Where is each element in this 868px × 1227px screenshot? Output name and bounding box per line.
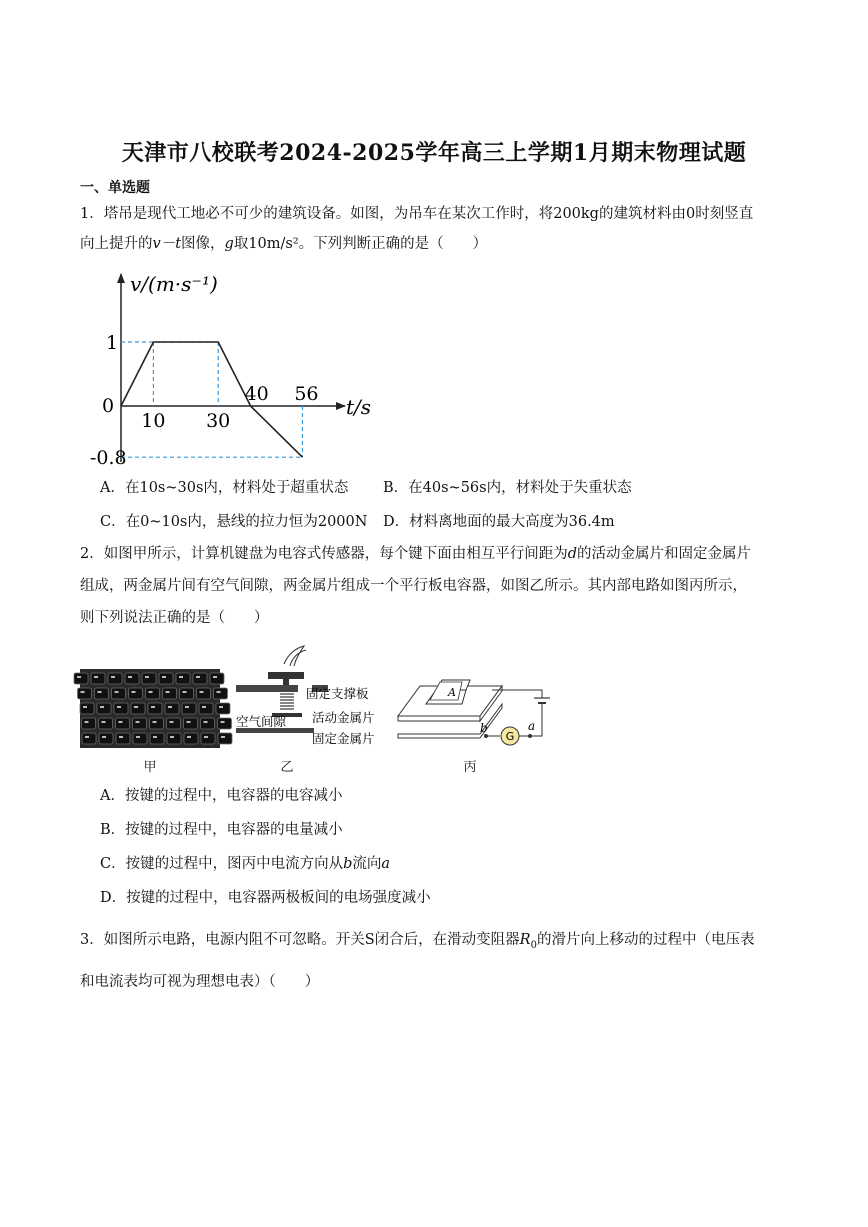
keyboard-key xyxy=(218,718,232,729)
question-2-line-3: 则下列说法正确的是（ ） xyxy=(80,610,269,626)
y-axis-label: v/(m·s⁻¹) xyxy=(130,272,218,296)
keyboard-key xyxy=(116,718,130,729)
q1-option-d[interactable]: D．材料离地面的最大高度为36.4m xyxy=(383,514,615,530)
keyboard-key-glyph xyxy=(170,736,174,738)
keyboard-key-glyph xyxy=(170,721,174,723)
key-label-a: A xyxy=(448,686,456,699)
keyboard-key xyxy=(150,718,164,729)
keyboard-key-glyph xyxy=(217,691,221,693)
node-label-b: b xyxy=(480,721,488,735)
keyboard-key-glyph xyxy=(128,676,132,678)
x-tick-label-10: 10 xyxy=(141,410,166,432)
keyboard-key-glyph xyxy=(149,691,153,693)
x-tick-label-56: 56 xyxy=(294,383,319,405)
keyboard-key-glyph xyxy=(213,676,217,678)
question-1-text xyxy=(80,199,792,259)
keyboard-key-glyph xyxy=(77,676,81,678)
question-2-text xyxy=(80,538,792,634)
q2-option-a[interactable]: A．按键的过程中，电容器的电容减小 xyxy=(100,788,343,804)
label-movable-plate: 活动金属片 xyxy=(312,710,375,725)
q2-option-d[interactable]: D．按键的过程中，电容器两极板间的电场强度减小 xyxy=(100,890,431,906)
question-3-line-1 xyxy=(80,922,792,964)
keyboard-key xyxy=(214,688,228,699)
keyboard-key-glyph xyxy=(162,676,166,678)
keyboard-key xyxy=(74,673,88,684)
section-heading: 一、单选题 xyxy=(80,180,150,196)
keyboard-key xyxy=(201,718,215,729)
keyboard-key xyxy=(150,733,164,744)
keyboard-key-glyph xyxy=(204,721,208,723)
keyboard-key-glyph xyxy=(166,691,170,693)
keyboard-key-glyph xyxy=(115,691,119,693)
q2-text-seg: 2．如图甲所示，计算机键盘为电容式传感器，每个键下面由相互平行间距为 xyxy=(80,546,568,562)
question-3-line-2: 和电流表均可视为理想电表）（ ） xyxy=(80,973,320,990)
q2-c-a-symbol: a xyxy=(381,856,391,872)
keyboard-key-glyph xyxy=(145,676,149,678)
keyboard-key xyxy=(112,688,126,699)
y-tick-label-neg: -0.8 xyxy=(90,447,127,470)
keyboard-key xyxy=(78,688,92,699)
caption-yi: 乙 xyxy=(280,760,294,775)
keyboard-key xyxy=(184,733,198,744)
keyboard-key xyxy=(210,673,224,684)
keyboard-key xyxy=(180,688,194,699)
keyboard-key-glyph xyxy=(117,706,121,708)
keyboard-key-glyph xyxy=(85,736,89,738)
q1-text-seg: 图像， xyxy=(181,236,225,252)
q2-d-symbol: d xyxy=(567,546,578,562)
keyboard-key-glyph xyxy=(100,706,104,708)
keyboard-key-glyph xyxy=(85,721,89,723)
q1-option-c[interactable]: C．在0~10s内，悬线的拉力恒为2000N xyxy=(100,514,368,530)
q2-c-b-symbol: b xyxy=(343,856,353,872)
keyboard-key-glyph xyxy=(111,676,115,678)
keyboard-key xyxy=(131,703,145,714)
keyboard-key xyxy=(116,733,130,744)
key-structure-diagram xyxy=(232,642,392,754)
keyboard-key xyxy=(142,673,156,684)
keyboard-key-glyph xyxy=(102,721,106,723)
keyboard-key xyxy=(218,733,232,744)
keyboard-key xyxy=(216,703,230,714)
keyboard-key xyxy=(167,733,181,744)
keyboard-key-glyph xyxy=(132,691,136,693)
q2-c-seg: C．按键的过程中，图丙中电流方向从 xyxy=(100,856,344,872)
q1-g-symbol: g xyxy=(224,236,234,252)
keyboard-key xyxy=(146,688,160,699)
keyboard-key xyxy=(108,673,122,684)
keyboard-key-glyph xyxy=(119,721,123,723)
keyboard-key-glyph xyxy=(221,721,225,723)
keyboard-key-glyph xyxy=(187,736,191,738)
keyboard-key-glyph xyxy=(151,706,155,708)
keyboard-key xyxy=(125,673,139,684)
q1-option-a[interactable]: A．在10s~30s内，材料处于超重状态 xyxy=(100,480,349,496)
keyboard-key xyxy=(193,673,207,684)
question-1-line-2 xyxy=(80,229,792,259)
keyboard-key-glyph xyxy=(98,691,102,693)
keyboard-key-glyph xyxy=(185,706,189,708)
q3-r-subscript: 0 xyxy=(530,939,537,951)
origin-label: 0 xyxy=(102,395,115,417)
keyboard-key-glyph xyxy=(183,691,187,693)
keyboard-key xyxy=(91,673,105,684)
keyboard-key-glyph xyxy=(179,676,183,678)
label-fixed-support: 固定支撑板 xyxy=(306,686,369,701)
keyboard-key xyxy=(99,718,113,729)
keyboard-key-glyph xyxy=(153,721,157,723)
galvanometer-label: G xyxy=(505,730,515,743)
question-1-line-1: 1．塔吊是现代工地必不可少的建筑设备。如图，为吊车在某次工作时，将200kg的建筑材料由0时刻竖直 xyxy=(80,206,754,222)
keyboard-key xyxy=(97,703,111,714)
caption-jia: 甲 xyxy=(143,760,157,775)
keyboard-key xyxy=(82,733,96,744)
keyboard-key-glyph xyxy=(83,706,87,708)
q3-text-seg: 3．如图所示电路，电源内阻不可忽略。开关S闭合后，在滑动变阻器 xyxy=(80,932,520,948)
question-3-text xyxy=(80,922,792,1000)
question-2-line-2: 组成，两金属片间有空气间隙，两金属片组成一个平行板电容器，如图乙所示。其内部电路如图丙所示， xyxy=(80,578,747,594)
keyboard-key xyxy=(95,688,109,699)
keyboard-key xyxy=(133,733,147,744)
vt-graph xyxy=(90,264,380,470)
velocity-series-line xyxy=(121,342,302,457)
keyboard-key xyxy=(148,703,162,714)
keyboard-key xyxy=(199,703,213,714)
page-title: 天津市八校联考2024-2025学年高三上学期1月期末物理试题 xyxy=(121,140,747,166)
keyboard-key xyxy=(197,688,211,699)
circuit-diagram xyxy=(396,660,556,746)
q1-text-seg: 取10m/s²。下列判断正确的是（ ） xyxy=(233,236,488,252)
x-tick-label-40: 40 xyxy=(244,383,269,405)
keyboard-key-glyph xyxy=(219,706,223,708)
keyboard-key xyxy=(99,733,113,744)
keyboard-key xyxy=(167,718,181,729)
q1-option-b[interactable]: B．在40s~56s内，材料处于失重状态 xyxy=(383,480,632,496)
keyboard-key-glyph xyxy=(81,691,85,693)
keyboard-key xyxy=(82,718,96,729)
keyboard-key-glyph xyxy=(168,706,172,708)
keyboard-key xyxy=(133,718,147,729)
label-air-gap: 空气间隙 xyxy=(236,714,287,729)
keyboard-key xyxy=(114,703,128,714)
keyboard-key-glyph xyxy=(187,721,191,723)
keyboard-key-glyph xyxy=(102,736,106,738)
q3-r-symbol: R xyxy=(519,932,531,948)
q1-text-seg: 向上提升的 xyxy=(80,236,153,252)
y-tick-label-1: 1 xyxy=(106,332,119,354)
q1-vt-symbol: v－t xyxy=(152,236,182,252)
q2-option-b[interactable]: B．按键的过程中，电容器的电量减小 xyxy=(100,822,343,838)
keyboard-key xyxy=(176,673,190,684)
keyboard-key-glyph xyxy=(202,706,206,708)
x-axis-label: t/s xyxy=(346,395,372,419)
keyboard-key-glyph xyxy=(134,706,138,708)
node-label-a: a xyxy=(528,719,536,733)
keyboard-key-glyph xyxy=(153,736,157,738)
keyboard-key-glyph xyxy=(196,676,200,678)
keyboard-key-glyph xyxy=(136,721,140,723)
q2-c-seg: 流向 xyxy=(352,856,382,872)
x-tick-label-30: 30 xyxy=(206,410,231,432)
q3-text-seg: 的滑片向上移动的过程中（电压表 xyxy=(536,932,755,948)
finger-icon xyxy=(284,646,304,666)
keyboard-key-glyph xyxy=(119,736,123,738)
q2-text-seg: 的活动金属片和固定金属片 xyxy=(577,546,752,562)
caption-bing: 丙 xyxy=(463,760,477,775)
keyboard-key xyxy=(182,703,196,714)
keyboard-key xyxy=(80,703,94,714)
keyboard-key-glyph xyxy=(200,691,204,693)
label-fixed-plate: 固定金属片 xyxy=(312,731,375,746)
keyboard-key-glyph xyxy=(204,736,208,738)
keyboard-key xyxy=(184,718,198,729)
keyboard-key xyxy=(159,673,173,684)
keyboard-key xyxy=(129,688,143,699)
keyboard-key xyxy=(163,688,177,699)
keyboard-key-glyph xyxy=(221,736,225,738)
keyboard-key xyxy=(201,733,215,744)
keyboard-key-glyph xyxy=(136,736,140,738)
question-2-line-1 xyxy=(80,538,792,570)
keyboard-key xyxy=(165,703,179,714)
keyboard-photo xyxy=(80,669,220,748)
q2-option-c[interactable] xyxy=(100,852,390,873)
keyboard-key-glyph xyxy=(94,676,98,678)
